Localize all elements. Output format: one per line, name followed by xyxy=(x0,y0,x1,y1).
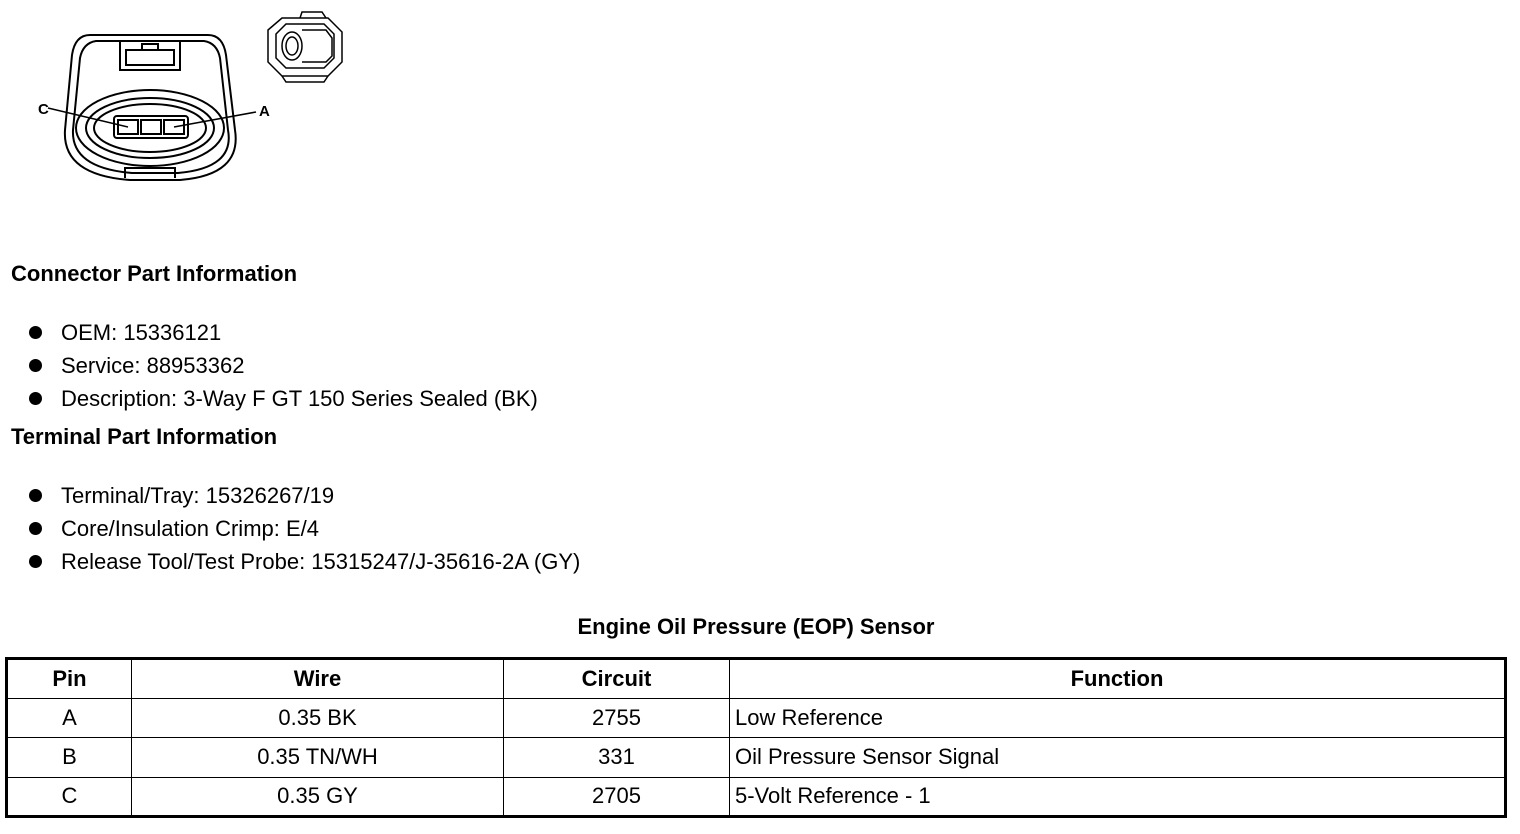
connector-part-info-heading: Connector Part Information xyxy=(11,261,298,286)
terminal-part-info-list xyxy=(28,479,580,578)
pin-c-leader-line xyxy=(48,108,128,127)
pin-label-a: A xyxy=(259,103,270,120)
cell-circuit: 2705 xyxy=(504,777,730,817)
header-wire: Wire xyxy=(132,659,504,699)
list-item-text: OEM: 15336121 xyxy=(61,320,222,345)
bullet-icon xyxy=(29,522,42,535)
list-item-text: Service: 88953362 xyxy=(61,353,245,378)
cell-function: 5-Volt Reference - 1 xyxy=(730,777,1506,817)
table-row xyxy=(7,738,1506,778)
list-item-text: Core/Insulation Crimp: E/4 xyxy=(61,516,319,541)
cell-wire: 0.35 GY xyxy=(132,777,504,817)
bullet-icon xyxy=(29,392,42,405)
connector-thumbnail xyxy=(268,12,342,82)
cell-wire: 0.35 BK xyxy=(132,698,504,738)
pin-a-leader-line xyxy=(174,112,256,127)
list-item xyxy=(28,382,538,415)
cell-circuit: 2755 xyxy=(504,698,730,738)
bullet-icon xyxy=(29,359,42,372)
bullet-icon xyxy=(29,489,42,502)
list-item-text: Terminal/Tray: 15326267/19 xyxy=(61,483,335,508)
connector-part-info-list xyxy=(28,316,538,415)
pin-table-title: Engine Oil Pressure (EOP) Sensor xyxy=(577,614,935,639)
header-circuit: Circuit xyxy=(504,659,730,699)
cell-circuit: 331 xyxy=(504,738,730,778)
cell-function: Low Reference xyxy=(730,698,1506,738)
connector-diagram xyxy=(30,10,370,195)
pin-label-c: C xyxy=(38,101,49,118)
list-item xyxy=(28,512,580,545)
list-item-text: Description: 3-Way F GT 150 Series Sealed (BK) xyxy=(61,386,538,411)
list-item xyxy=(28,479,580,512)
pin-table xyxy=(5,657,1507,818)
list-item-text: Release Tool/Test Probe: 15315247/J-35616-2A (GY) xyxy=(61,549,581,574)
terminal-cavity-b xyxy=(141,120,161,134)
cell-pin: A xyxy=(7,698,132,738)
header-function: Function xyxy=(730,659,1506,699)
cell-pin: B xyxy=(7,738,132,778)
table-row xyxy=(7,698,1506,738)
table-row xyxy=(7,777,1506,817)
list-item xyxy=(28,349,538,382)
bullet-icon xyxy=(29,555,42,568)
cell-pin: C xyxy=(7,777,132,817)
terminal-part-info-heading: Terminal Part Information xyxy=(11,424,278,449)
cell-wire: 0.35 TN/WH xyxy=(132,738,504,778)
list-item xyxy=(28,316,538,349)
list-item xyxy=(28,545,580,578)
table-header-row xyxy=(7,659,1506,699)
cell-function: Oil Pressure Sensor Signal xyxy=(730,738,1506,778)
header-pin: Pin xyxy=(7,659,132,699)
connector-seal-ring xyxy=(76,90,224,166)
bullet-icon xyxy=(29,326,42,339)
